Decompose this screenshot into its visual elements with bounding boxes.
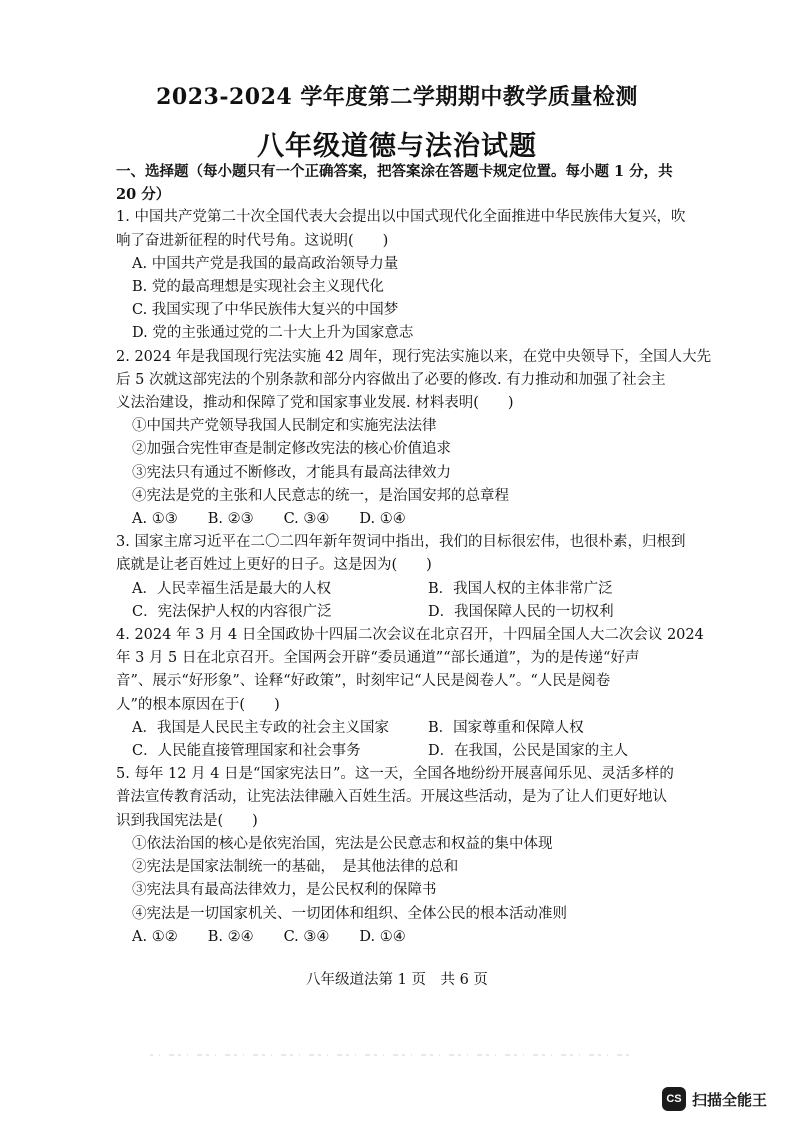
option-a: A. 中国共产党是我国的最高政治领导力量 xyxy=(132,255,399,272)
option-c: C．宪法保护人权的内容很广泛 xyxy=(132,603,332,620)
choice-a: A. ①② xyxy=(132,928,178,945)
scanner-watermark xyxy=(662,1085,767,1113)
question-3 xyxy=(116,531,716,624)
question-stem: 4. 2024 年 3 月 4 日全国政协十四届二次会议在北京召开，十四届全国人大二次会议 2024 年 3 月 5 日在北京召开。全国两会开辟“委员通道”“部长通道”，为的是传递“好声 音”、展示“好形象”、诠释“好政策”，时刻牢记“人民是阅卷人”。“人民是阅卷 人”的根本原因在于( ) xyxy=(116,627,704,713)
option-d: D．我国保障人民的一切权利 xyxy=(428,603,614,620)
statement-3: ③宪法具有最高法律效力，是公民权利的保障书 xyxy=(132,882,437,899)
option-b: B．国家尊重和保障人权 xyxy=(428,719,584,736)
question-stem: 1. 中国共产党第二十次全国代表大会提出以中国式现代化全面推进中华民族伟大复兴，吹 响了奋进新征程的时代号角。这说明( ) xyxy=(116,209,686,249)
statement-1: ①依法治国的核心是依宪治国，宪法是公民意志和权益的集中体现 xyxy=(132,835,553,852)
camscanner-logo-icon: CS xyxy=(662,1087,686,1111)
statement-4: ④宪法是一切国家机关、一切团体和组织、全体公民的根本活动准则 xyxy=(132,905,567,922)
scanner-watermark-label: 扫描全能王 xyxy=(692,1090,768,1109)
statement-4: ④宪法是党的主张和人民意志的统一，是治国安邦的总章程 xyxy=(132,487,509,504)
option-d: D．在我国，公民是国家的主人 xyxy=(428,743,629,760)
statement-1: ①中国共产党领导我国人民制定和实施宪法法律 xyxy=(132,418,437,435)
choice-c: C. ③④ xyxy=(283,928,330,945)
choice-row xyxy=(116,508,716,531)
statement-2: ②加强合宪性审查是制定修改宪法的核心价值追求 xyxy=(132,441,451,458)
exam-body xyxy=(116,160,716,949)
question-stem: 2. 2024 年是我国现行宪法实施 42 周年，现行宪法实施以来，在党中央领导下，全国人大先 后 5 次就这部宪法的个别条款和部分内容做出了必要的修改. 有力推动和加强了社会主 义法治建设，推动和保障了党和国家事业发展. 材料表明( ) xyxy=(116,348,712,412)
choice-row xyxy=(116,601,716,624)
exam-title: 2023-2024 学年度第二学期期中教学质量检测 xyxy=(156,84,638,110)
statement-3: ③宪法只有通过不断修改，才能具有最高法律效力 xyxy=(132,464,451,481)
choice-b: B. ②④ xyxy=(207,928,254,945)
statement-2: ②宪法是国家法制统一的基础， 是其他法律的总和 xyxy=(132,859,459,876)
exam-subtitle: 八年级道德与法治试题 xyxy=(257,131,537,162)
option-c: C. 我国实现了中华民族伟大复兴的中国梦 xyxy=(132,302,399,319)
question-1 xyxy=(116,206,716,345)
option-a: A．我国是人民民主专政的社会主义国家 xyxy=(132,719,389,736)
choice-d: D. ①④ xyxy=(359,511,406,528)
scan-artifact xyxy=(150,1052,630,1058)
section-heading: 一、选择题（每小题只有一个正确答案，把答案涂在答题卡规定位置。每小题 1 分，共 20 分） xyxy=(116,163,673,204)
page-footer: 八年级道法第 1 页 共 6 页 xyxy=(306,972,488,988)
option-d: D. 党的主张通过党的二十大上升为国家意志 xyxy=(132,325,414,342)
question-4 xyxy=(116,624,716,763)
option-a: A．人民幸福生活是最大的人权 xyxy=(132,580,331,597)
option-b: B. 党的最高理想是实现社会主义现代化 xyxy=(132,279,384,296)
choice-row xyxy=(116,717,716,740)
question-stem: 5. 每年 12 月 4 日是“国家宪法日”。这一天，全国各地纷纷开展喜闻乐见、灵活多样的 普法宣传教育活动，让宪法法律融入百姓生活。开展这些活动，是为了让人们更好地认 识到我国宪法是( ) xyxy=(116,766,674,829)
choice-row xyxy=(116,926,716,949)
choice-a: A. ①③ xyxy=(132,511,178,528)
choice-row xyxy=(116,740,716,763)
question-5 xyxy=(116,763,716,949)
choice-d: D. ①④ xyxy=(359,928,406,945)
choice-row xyxy=(116,578,716,601)
choice-b: B. ②③ xyxy=(207,511,254,528)
question-stem: 3. 国家主席习近平在二〇二四年新年贺词中指出，我们的目标很宏伟，也很朴素，归根到 底就是让老百姓过上更好的日子。这是因为( ) xyxy=(116,534,686,574)
option-b: B．我国人权的主体非常广泛 xyxy=(428,580,613,597)
question-2 xyxy=(116,346,716,532)
choice-c: C. ③④ xyxy=(283,511,330,528)
option-c: C．人民能直接管理国家和社会事务 xyxy=(132,743,361,760)
